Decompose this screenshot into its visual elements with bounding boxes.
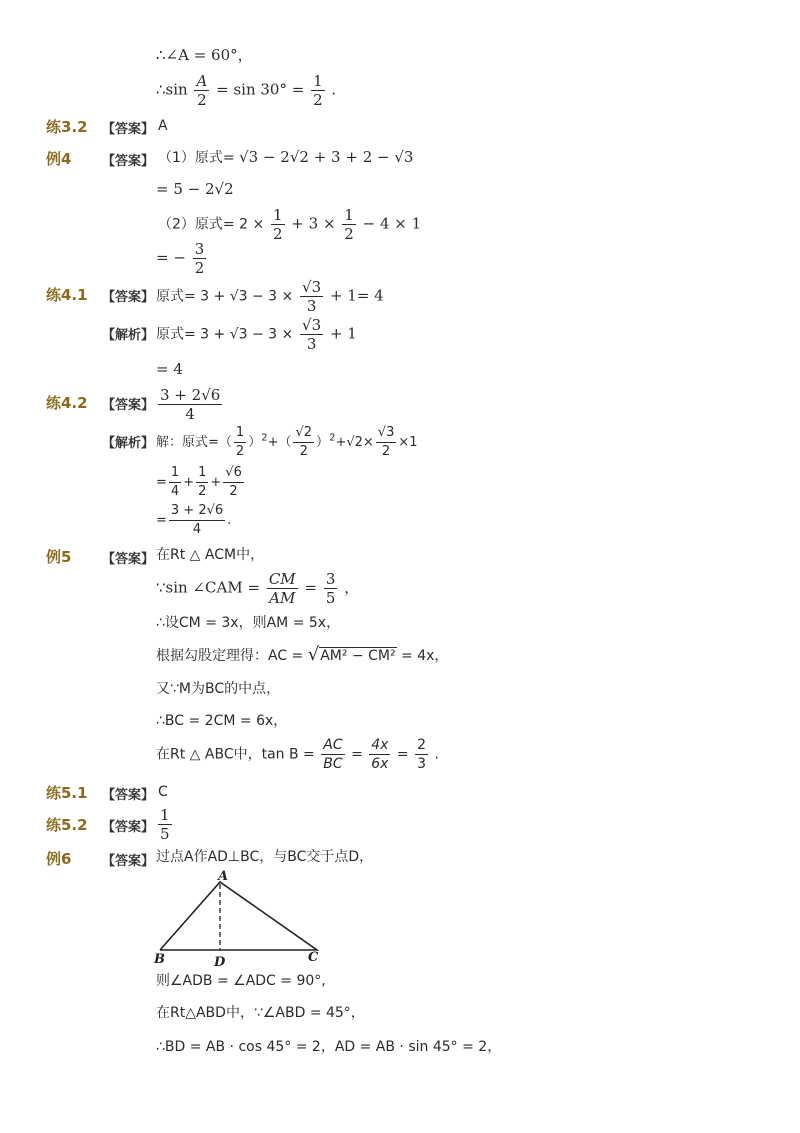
e41-answer-line: 原式= 3 + √3 − 3 × $\frac{√3}{3}$ + 1= 4: [156, 278, 384, 315]
line-angle-a: ∴∠A = 60°，: [156, 46, 253, 64]
ex6-line2: 则∠ADB = ∠ADC = 90°,: [156, 973, 326, 989]
triangle-outline: [160, 882, 317, 950]
answer-marker: 【答案】: [102, 820, 155, 835]
e41-result: = 4: [156, 360, 183, 378]
label-example-5: 例5: [46, 548, 72, 566]
ex4-line4: = − $\frac{3}{2}$: [156, 240, 205, 277]
e52-answer: $\frac{1}{5}$: [160, 806, 170, 843]
answer-marker: 【答案】: [102, 290, 155, 305]
answer-text: A: [158, 118, 168, 134]
e42-analysis-line2: = $\frac{1}{4}$ + $\frac{1}{2}$ + $\frac{√6}{2}$: [156, 465, 242, 499]
label-practice-3-2: 练3.2: [46, 118, 88, 136]
answer-marker: 【答案】: [102, 122, 155, 137]
ex4-line1: （1）原式= √3 − 2√2 + 3 + 2 − √3: [158, 148, 414, 166]
ex5-line4: 根据勾股定理得：AC = √AM² − CM² = 4x，: [156, 644, 449, 665]
ex5-line6: ∴BC = 2CM = 6x，: [156, 713, 288, 729]
triangle-diagram: [150, 868, 340, 970]
ex6-line4: ∴BD = AB · cos 45° = 2，AD = AB · sin 45° = 2，: [156, 1039, 502, 1055]
ex6-line3: 在Rt△ABD中，∵∠ABD = 45°，: [156, 1005, 365, 1021]
answer-marker: 【答案】: [102, 154, 155, 169]
answer-marker: 【答案】: [102, 552, 155, 567]
answer-text: C: [158, 784, 168, 800]
ex5-line3: ∴设CM = 3x，则AM = 5x，: [156, 615, 341, 631]
ex6-line1: 过点A作AD⊥BC，与BC交于点D，: [156, 849, 374, 865]
ex5-line7: 在Rt △ ABC中，tan B = $\frac{AC}{BC}$ = $\frac{4x}{6x}$ = $\frac{2}{3}$ .: [156, 737, 439, 772]
vertex-label-c: C: [308, 950, 319, 965]
answer-marker: 【答案】: [102, 854, 155, 869]
label-example-4: 例4: [46, 150, 72, 168]
label-practice-5-1: 练5.1: [46, 784, 88, 802]
e42-analysis-line3: = $\frac{3 + 2√6}{4}$ .: [156, 503, 232, 537]
ex5-line5: 又∵M为BC的中点，: [156, 681, 281, 697]
analysis-marker: 【解析】: [102, 328, 155, 343]
e42-answer: $\frac{3 + 2√6}{4}$: [160, 386, 221, 423]
vertex-label-a: A: [218, 869, 229, 884]
e41-analysis-line: 原式= 3 + √3 − 3 × $\frac{√3}{3}$ + 1: [156, 316, 357, 353]
label-practice-4-2: 练4.2: [46, 394, 88, 412]
line-sin-a-half: ∴sin $\frac{A}{2}$ = sin 30° = $\frac{1}{2}$ .: [156, 72, 337, 109]
ex5-line1: 在Rt △ ACM中，: [156, 547, 265, 563]
analysis-marker: 【解析】: [102, 436, 155, 451]
vertex-label-b: B: [154, 952, 165, 967]
e42-analysis-line1: 解：原式=（ $\frac{1}{2}$ ）$^2$+（ $\frac{√2}{2}$ ）$^2$+√2× $\frac{√3}{2}$ ×1: [156, 425, 418, 459]
label-practice-5-2: 练5.2: [46, 816, 88, 834]
ex4-line2: = 5 − 2√2: [156, 180, 234, 198]
label-example-6: 例6: [46, 850, 72, 868]
vertex-label-d: D: [214, 955, 226, 970]
label-practice-4-1: 练4.1: [46, 286, 88, 304]
ex4-line3: （2）原式= 2 × $\frac{1}{2}$ + 3 × $\frac{1}{2}$ − 4 × 1: [158, 206, 422, 243]
answer-marker: 【答案】: [102, 398, 155, 413]
answer-marker: 【答案】: [102, 788, 155, 803]
ex5-line2: ∵sin ∠CAM = $\frac{CM}{AM}$ = $\frac{3}{5}$ ，: [156, 570, 360, 607]
